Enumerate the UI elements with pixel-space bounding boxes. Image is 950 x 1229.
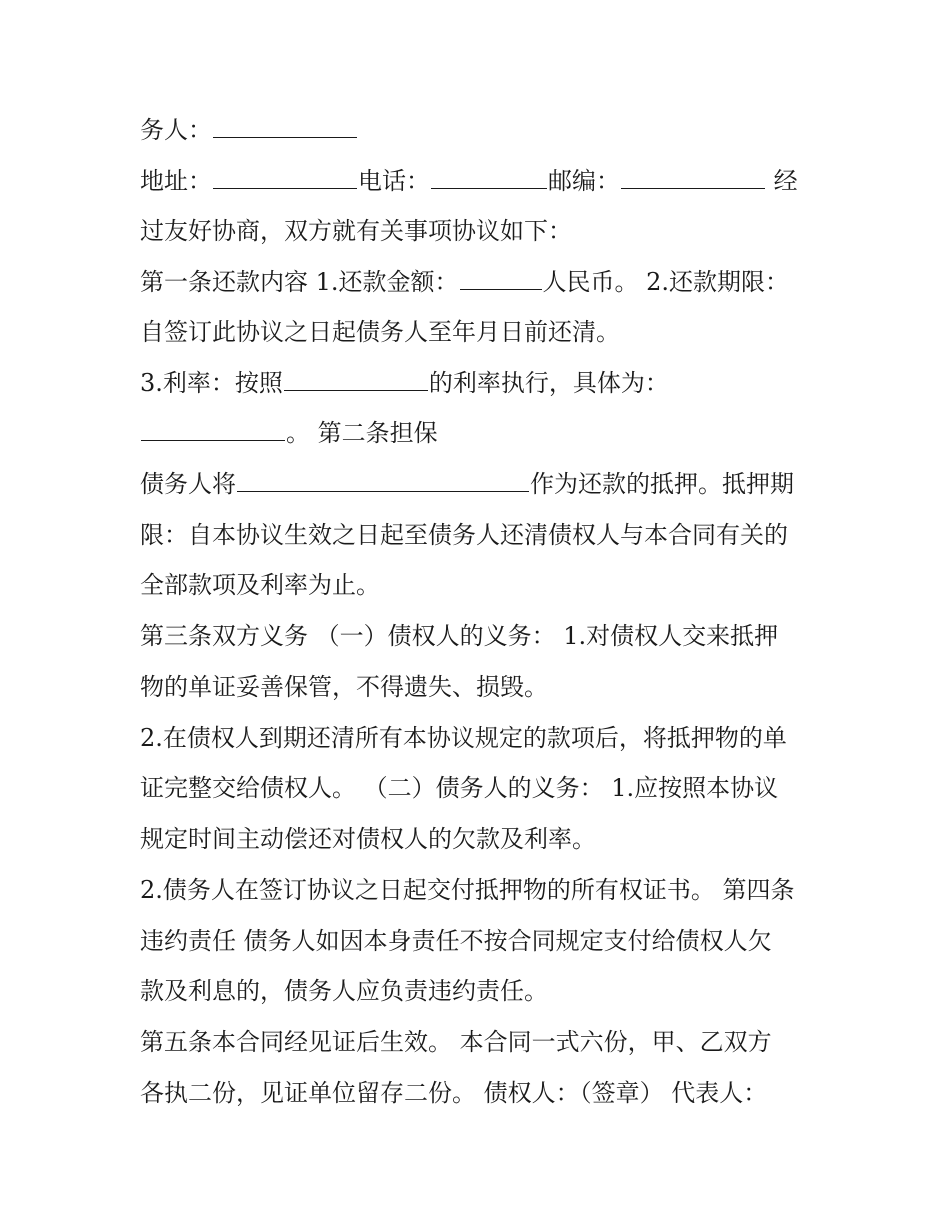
text-line-14 xyxy=(140,771,830,805)
line-text: 作为还款的抵押。抵押期 xyxy=(530,470,794,498)
text-line-3 xyxy=(140,214,830,248)
text-line-15 xyxy=(140,822,830,856)
line-text: 2.在债权人到期还清所有本协议规定的款项后，将抵押物的单 xyxy=(140,724,787,752)
line-text: 款及利息的，债务人应负责违约责任。 xyxy=(140,977,548,1005)
line-text: 第一条还款内容 1.还款金额： xyxy=(140,268,459,296)
fill-in-blank xyxy=(141,418,285,441)
line-text: 限：自本协议生效之日起至债务人还清债权人与本合同有关的 xyxy=(140,521,788,549)
fill-in-blank xyxy=(460,267,542,290)
fill-in-blank xyxy=(213,166,357,189)
text-line-11 xyxy=(140,619,830,653)
text-line-8 xyxy=(140,467,830,501)
text-line-9 xyxy=(140,518,830,552)
line-text: 。 第二条担保 xyxy=(286,419,438,447)
line-text: 全部款项及利率为止。 xyxy=(140,571,380,599)
line-text: 各执二份，见证单位留存二份。 债权人：（签章） 代表人： xyxy=(140,1079,768,1107)
text-line-10 xyxy=(140,568,830,602)
line-text: 第五条本合同经见证后生效。 本合同一式六份，甲、乙双方 xyxy=(140,1028,772,1056)
text-line-12 xyxy=(140,670,830,704)
fill-in-blank xyxy=(284,368,428,391)
line-text: 3.利率：按照 xyxy=(140,369,283,397)
text-line-5 xyxy=(140,315,830,349)
line-text: 证完整交给债权人。 （二）债务人的义务： 1.应按照本协议 xyxy=(140,774,779,802)
line-text: 第三条双方义务 （一）债权人的义务： 1.对债权人交来抵押 xyxy=(140,622,779,650)
fill-in-blank xyxy=(621,166,765,189)
text-line-17 xyxy=(140,924,830,958)
line-text: 规定时间主动偿还对债权人的欠款及利率。 xyxy=(140,825,596,853)
text-line-19 xyxy=(140,1025,830,1059)
text-line-2 xyxy=(140,164,830,198)
text-line-20 xyxy=(140,1076,830,1110)
line-text: 邮编： xyxy=(548,167,620,195)
text-line-4 xyxy=(140,265,830,299)
text-line-13 xyxy=(140,721,830,755)
line-text: 过友好协商，双方就有关事项协议如下： xyxy=(140,217,572,245)
line-text: 的利率执行，具体为： xyxy=(428,369,669,397)
line-text: 债务人将 xyxy=(140,470,236,498)
fill-in-blank xyxy=(237,469,529,492)
text-line-1 xyxy=(140,113,830,147)
text-line-7 xyxy=(140,416,830,450)
line-text: 务人： xyxy=(140,116,212,144)
line-text: 自签订此协议之日起债务人至年月日前还清。 xyxy=(140,318,620,346)
line-text: 地址： xyxy=(140,167,212,195)
line-text: 人民币。 2.还款期限： xyxy=(542,268,790,296)
fill-in-blank xyxy=(431,166,547,189)
text-line-16 xyxy=(140,873,830,907)
line-text: 物的单证妥善保管，不得遗失、损毁。 xyxy=(140,673,548,701)
text-line-18 xyxy=(140,974,830,1008)
fill-in-blank xyxy=(213,115,357,138)
line-text: 2.债务人在签订协议之日起交付抵押物的所有权证书。 第四条 xyxy=(140,876,795,904)
text-line-6 xyxy=(140,366,830,400)
line-text: 电话： xyxy=(358,167,430,195)
line-text: 违约责任 债务人如因本身责任不按合同规定支付给债权人欠 xyxy=(140,927,772,955)
line-text: 经 xyxy=(766,167,798,195)
